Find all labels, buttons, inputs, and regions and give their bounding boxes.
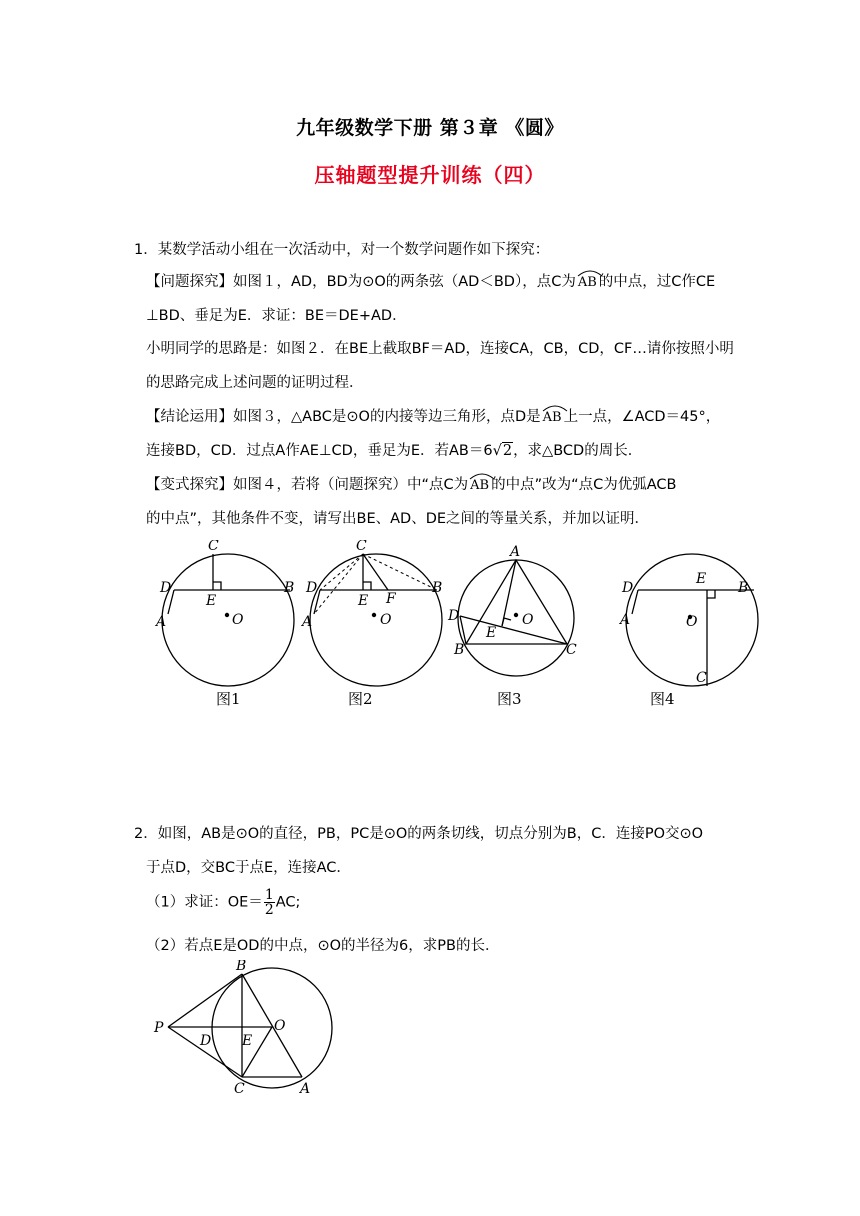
q2-part1-text-a: （1）求证：OE＝ — [146, 894, 263, 911]
q1-vary-text-a: 【变式探究】如图４，若将（问题探究）中“点C为 — [146, 477, 469, 493]
arc-ab-label-2: AB — [542, 410, 562, 425]
fig1-label-a: A — [156, 614, 167, 630]
fig3-center-dot — [514, 613, 518, 617]
arc-ab-label-3: AB — [470, 478, 490, 493]
fig2-dash-cd — [320, 554, 363, 590]
q2-figure — [150, 960, 350, 1100]
fig1-label-b: B — [284, 580, 295, 596]
page-title: 九年级数学下册 第３章 《圆》 — [296, 117, 564, 139]
fig2-right-angle — [363, 582, 371, 590]
fig1-label-e: E — [206, 593, 217, 609]
fraction-one-half — [264, 888, 275, 917]
fig1-center-dot — [225, 613, 229, 617]
fig2-label-c: C — [356, 540, 367, 554]
fig1-circle — [162, 554, 294, 686]
fig2-center-dot — [372, 613, 376, 617]
q1-idea-line1: 小明同学的思路是：如图２．在BE上截取BF＝AD，连接CA，CB，CD，CF…请你按照小明 — [146, 341, 734, 357]
fig2-label-a: A — [302, 614, 313, 630]
fig1-label-d: D — [160, 580, 172, 596]
fig4-label-e: E — [696, 571, 707, 587]
sqrt-radicand: 2 — [502, 443, 513, 459]
q1-apply-line1 — [146, 405, 720, 426]
q1-intro: 1．某数学活动小组在一次活动中，对一个数学问题作如下探究： — [134, 242, 550, 258]
fig1-caption: 图1 — [216, 690, 241, 708]
fig4-right-angle — [707, 590, 715, 598]
fig3-label-b: B — [454, 642, 465, 658]
q2-part2: （2）若点E是OD的中点，⊙O的半径为6，求PB的长． — [146, 938, 500, 954]
q2-line2: 于点D，交BC于点E，连接AC． — [146, 860, 351, 876]
fig2-label-o: O — [380, 612, 392, 628]
fig3-segment-db — [460, 616, 466, 644]
fig3-right-angle — [502, 618, 511, 626]
q2-label-e: E — [242, 1033, 253, 1049]
q1-vary-line2: 的中点”，其他条件不变，请写出BE、AD、DE之间的等量关系，并加以证明． — [146, 511, 650, 527]
fig2-dash-cb — [363, 554, 437, 590]
sqrt-two: √2 — [492, 443, 513, 459]
fig1-right-angle — [213, 582, 221, 590]
fig3-caption: 图3 — [497, 690, 522, 708]
fig1-label-c: C — [208, 540, 219, 554]
q2-label-d: D — [200, 1033, 212, 1049]
arc-ab-label: AB — [577, 275, 597, 290]
fig2-segment-cf — [363, 554, 388, 590]
q1-vary-line1 — [146, 473, 676, 494]
fig3-segment-dc — [460, 616, 567, 644]
q1-explore-line2: ⊥BD、垂足为E．求证：BE＝DE+AD． — [146, 308, 407, 324]
q2-label-p: P — [154, 1020, 164, 1036]
fig4-label-o: O — [686, 614, 698, 630]
fig3-label-d: D — [448, 608, 460, 624]
fig2-label-f: F — [386, 591, 396, 607]
fig2-caption: 图2 — [348, 690, 373, 708]
q2-label-a: A — [300, 1081, 311, 1097]
page-subtitle: 压轴题型提升训练（四） — [314, 163, 546, 187]
fig3-label-e: E — [486, 625, 497, 641]
fig2-label-b: B — [432, 580, 443, 596]
q1-apply-text-c1: 连接BD，CD．过点A作AE⊥CD，垂足为E．若AB＝6 — [146, 443, 493, 459]
fig2-label-d: D — [306, 580, 318, 596]
q2-label-b: B — [236, 960, 247, 974]
q1-figures — [150, 540, 760, 690]
q2-part1 — [146, 888, 300, 917]
fig3-label-c: C — [566, 642, 577, 658]
q2-label-o: O — [274, 1018, 286, 1034]
fig4-label-d: D — [622, 580, 634, 596]
fig4-label-a: A — [620, 612, 631, 628]
fig3-circle — [458, 560, 574, 676]
fig3-segment-ae — [502, 560, 516, 626]
fraction-denominator: 2 — [264, 902, 274, 918]
q1-explore-text-b: 的中点，过C作CE — [598, 274, 716, 290]
q1-apply-text-a: 【结论运用】如图３，△ABC是⊙O的内接等边三角形，点D是 — [146, 409, 541, 425]
q1-vary-text-b: 的中点”改为“点C为优弧ACB — [491, 477, 677, 493]
q1-explore-text-a: 【问题探究】如图１，AD，BD为⊙O的两条弦（AD＜BD），点C为 — [146, 274, 576, 290]
q1-explore-line1 — [146, 270, 715, 291]
q2-part1-text-b: AC; — [275, 894, 301, 911]
arc-ab-symbol-2 — [542, 410, 563, 425]
fig3-label-o: O — [522, 612, 534, 628]
q2-line1: 2．如图，AB是⊙O的直径，PB，PC是⊙O的两条切线，切点分别为B，C．连接PO交⊙O — [134, 826, 704, 842]
fig4-label-b: B — [738, 580, 749, 596]
fig2-label-e: E — [358, 593, 369, 609]
fig3-label-a: A — [510, 544, 521, 560]
q1-idea-line2: 的思路完成上述问题的证明过程． — [146, 375, 364, 391]
q1-apply-text-b: 上一点，∠ACD＝45°， — [563, 409, 721, 425]
q1-apply-text-c2: ，求△BCD的周长． — [513, 443, 643, 459]
arc-ab-symbol-3 — [469, 478, 490, 493]
fig4-caption: 图4 — [650, 690, 675, 708]
fraction-numerator: 1 — [264, 887, 274, 903]
q1-apply-line2 — [146, 439, 642, 460]
q2-label-c: C — [234, 1081, 245, 1097]
q2-tangent-pb — [168, 974, 242, 1027]
arc-ab-symbol — [577, 275, 598, 290]
fig4-label-c: C — [696, 670, 707, 686]
fig1-label-o: O — [232, 612, 244, 628]
